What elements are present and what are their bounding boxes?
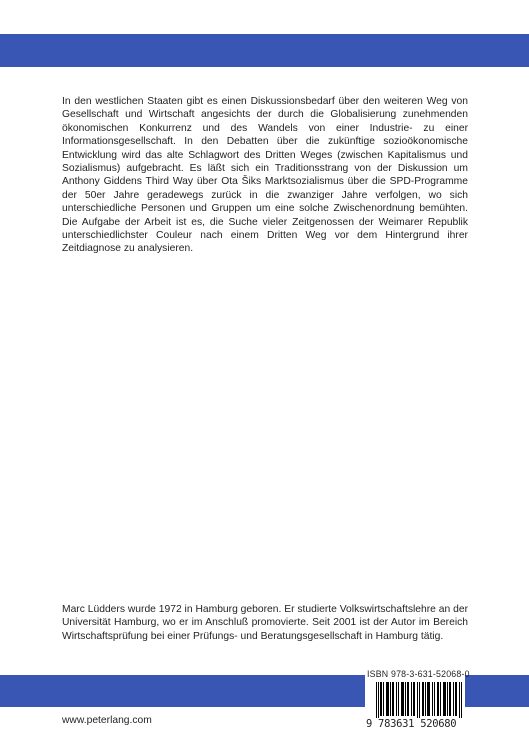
top-color-band — [0, 34, 529, 67]
barcode-digits: 9 783631 520680 — [366, 718, 464, 730]
book-description: In den westlichen Staaten gibt es einen Diskussionsbedarf über den weiteren Weg von Gesellschaft und Wirtschaft angesichts der durch die Globalisierung zunehmenden ökonomischen Konkurrenz und des Wandels von einer Industrie- zu einer Informationsgesellschaft. In den Debatten über die zukünftige sozioökonomische Entwicklung wird das alte Schlagwort des Dritten Weges (zwischen Kapitalismus und Sozialismus) aufgebracht. Es läßt sich ein Traditionsstrang von der Diskussion um Anthony Giddens Third Way über Ota Šiks Marktsozialismus über die SPD-Programme der 50er Jahre geradewegs zurück in die zwanziger Jahre verfolgen, wo sich unterschiedliche Personen und Gruppen um eine solche Zwischenordnung bemühten. Die Aufgabe der Arbeit ist es, die Suche vieler Zeitgenossen der Weimarer Republik unterschiedlichster Couleur nach einem Dritten Weg vor dem Hintergrund ihrer Zeitdiagnose zu analysieren. — [62, 96, 468, 255]
publisher-url[interactable]: www.peterlang.com — [62, 715, 152, 726]
isbn-label: ISBN 978-3-631-52068-0 — [367, 669, 470, 679]
barcode-icon — [376, 682, 462, 720]
author-bio: Marc Lüdders wurde 1972 in Hamburg geboren. Er studierte Volkswirtschaftslehre an der Universität Hamburg, wo er im Anschluß promovierte. Seit 2001 ist der Autor im Bereich Wirtschaftsprüfung bei einer Prüfungs- und Beratungsgesellschaft in Hamburg tätig. — [62, 604, 468, 642]
